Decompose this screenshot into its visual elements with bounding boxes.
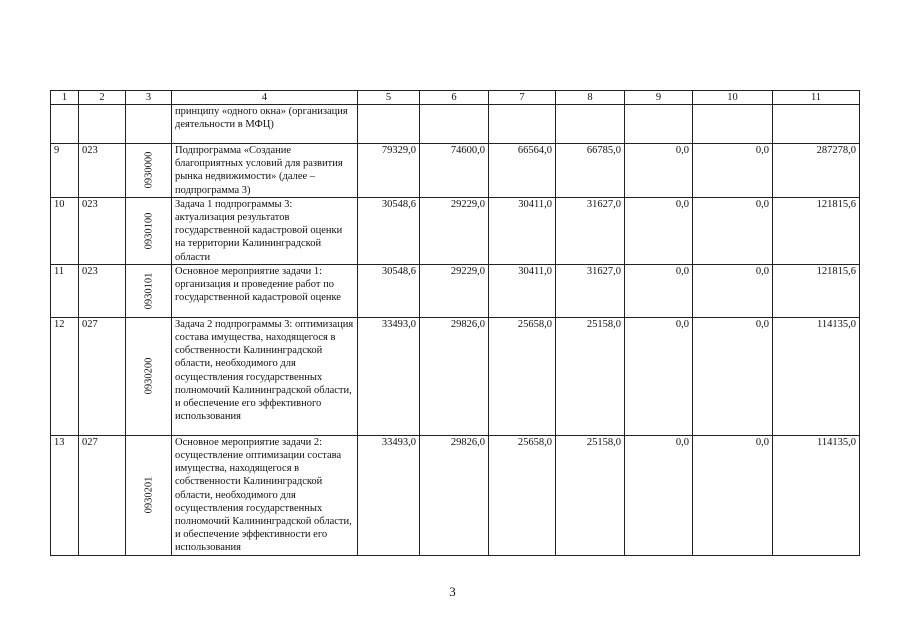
- budget-code: 0930201: [142, 476, 154, 514]
- page-number: 3: [449, 584, 456, 599]
- amount-cell: 121815,6: [773, 197, 860, 264]
- amount-cell: 121815,6: [773, 264, 860, 317]
- amount-cell: [420, 105, 489, 144]
- amount-cell: 0,0: [625, 264, 693, 317]
- item-name: Основное мероприятие задачи 2: осуществление оптимизации состава имущества, находящегося в собственности Калининградской области, необходимого для осуществления государственных полномочий Калининградской области, и обеспечение эффективности его использования: [172, 435, 358, 555]
- column-header: 10: [693, 91, 773, 105]
- item-name: Задача 2 подпрограммы 3: оптимизация состава имущества, находящегося в собственности Калининградской области, необходимого для осуществления государственных полномочий Калининградской области, и обеспечение его эффективного использования: [172, 317, 358, 435]
- column-header: 1: [51, 91, 79, 105]
- budget-table: [50, 90, 860, 556]
- table-row: [51, 317, 860, 435]
- amount-cell: 0,0: [693, 197, 773, 264]
- column-header: 2: [79, 91, 126, 105]
- budget-code-cell: [126, 317, 172, 435]
- department-code: 023: [79, 264, 126, 317]
- column-header: 4: [172, 91, 358, 105]
- budget-code-cell: [126, 105, 172, 144]
- table-row: [51, 197, 860, 264]
- amount-cell: 30411,0: [489, 264, 556, 317]
- budget-code: 0930200: [142, 357, 154, 395]
- amount-cell: 29826,0: [420, 317, 489, 435]
- row-number: 10: [51, 197, 79, 264]
- amount-cell: 29229,0: [420, 264, 489, 317]
- department-code: 027: [79, 435, 126, 555]
- department-code: 027: [79, 317, 126, 435]
- amount-cell: [358, 105, 420, 144]
- amount-cell: 25158,0: [556, 435, 625, 555]
- amount-cell: 31627,0: [556, 264, 625, 317]
- amount-cell: 287278,0: [773, 144, 860, 198]
- table-row: [51, 105, 860, 144]
- amount-cell: 0,0: [625, 197, 693, 264]
- department-code: 023: [79, 144, 126, 198]
- item-name: Основное мероприятие задачи 1: организация и проведение работ по государственной кадастровой оценке: [172, 264, 358, 317]
- amount-cell: 74600,0: [420, 144, 489, 198]
- amount-cell: 0,0: [693, 317, 773, 435]
- amount-cell: [773, 105, 860, 144]
- amount-cell: 0,0: [625, 144, 693, 198]
- department-code: 023: [79, 197, 126, 264]
- amount-cell: 0,0: [693, 264, 773, 317]
- column-header: 5: [358, 91, 420, 105]
- amount-cell: 25658,0: [489, 435, 556, 555]
- item-name: Подпрограмма «Создание благоприятных условий для развития рынка недвижимости» (далее – подпрограмма 3): [172, 144, 358, 198]
- amount-cell: 0,0: [625, 435, 693, 555]
- table-row: [51, 144, 860, 198]
- amount-cell: 0,0: [693, 144, 773, 198]
- amount-cell: 33493,0: [358, 317, 420, 435]
- column-header: 9: [625, 91, 693, 105]
- amount-cell: [556, 105, 625, 144]
- item-name: принципу «одного окна» (организация деятельности в МФЦ): [172, 105, 358, 144]
- column-header: 11: [773, 91, 860, 105]
- header-row: [51, 91, 860, 105]
- amount-cell: 31627,0: [556, 197, 625, 264]
- amount-cell: 114135,0: [773, 317, 860, 435]
- amount-cell: 79329,0: [358, 144, 420, 198]
- amount-cell: 25658,0: [489, 317, 556, 435]
- row-number: [51, 105, 79, 144]
- table-row: [51, 264, 860, 317]
- amount-cell: 29229,0: [420, 197, 489, 264]
- budget-code-cell: [126, 197, 172, 264]
- amount-cell: 0,0: [693, 435, 773, 555]
- item-name: Задача 1 подпрограммы 3: актуализация результатов государственной кадастровой оценки на территории Калининградской области: [172, 197, 358, 264]
- amount-cell: 0,0: [625, 317, 693, 435]
- table-row: [51, 435, 860, 555]
- budget-code: 0930101: [142, 272, 154, 310]
- row-number: 9: [51, 144, 79, 198]
- amount-cell: [625, 105, 693, 144]
- row-number: 13: [51, 435, 79, 555]
- amount-cell: 114135,0: [773, 435, 860, 555]
- column-header: 3: [126, 91, 172, 105]
- amount-cell: 25158,0: [556, 317, 625, 435]
- amount-cell: 66564,0: [489, 144, 556, 198]
- budget-code-cell: [126, 264, 172, 317]
- department-code: [79, 105, 126, 144]
- amount-cell: [489, 105, 556, 144]
- amount-cell: 30548,6: [358, 264, 420, 317]
- amount-cell: [693, 105, 773, 144]
- amount-cell: 30548,6: [358, 197, 420, 264]
- row-number: 11: [51, 264, 79, 317]
- budget-code: 0930100: [142, 212, 154, 250]
- amount-cell: 30411,0: [489, 197, 556, 264]
- column-header: 8: [556, 91, 625, 105]
- column-header: 6: [420, 91, 489, 105]
- column-header: 7: [489, 91, 556, 105]
- budget-code-cell: [126, 144, 172, 198]
- amount-cell: 33493,0: [358, 435, 420, 555]
- budget-code-cell: [126, 435, 172, 555]
- budget-code: 0930000: [142, 152, 154, 189]
- amount-cell: 29826,0: [420, 435, 489, 555]
- row-number: 12: [51, 317, 79, 435]
- amount-cell: 66785,0: [556, 144, 625, 198]
